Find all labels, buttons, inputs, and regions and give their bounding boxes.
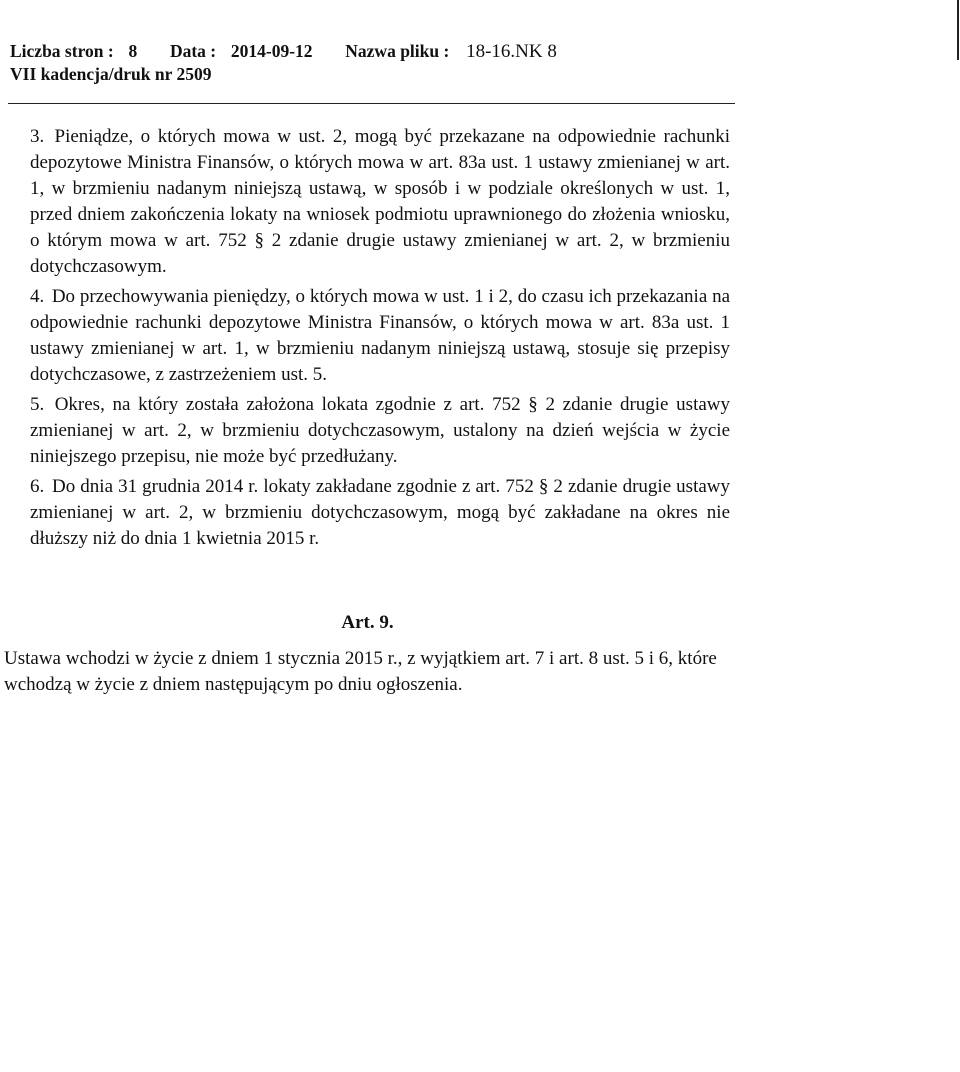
date-label: Data : [169,41,217,61]
filename-label: Nazwa pliku : [345,41,450,61]
page-edge-line [957,0,959,60]
header-row-2 [10,63,740,85]
paragraph-number: 6. [30,476,45,497]
paragraph-text: Okres, na który została założona lokata zgodnie z art. 752 § 2 zdanie drugie ustawy zmienianej w art. 2, w brzmieniu dotychczasowym, ustalony na dzień wejścia w życie niniejszego przepisu, nie może być przedłużany. [30,394,731,467]
page-count-value: 8 [128,41,138,61]
article-9-text: Ustawa wchodzi w życie z dniem 1 stycznia 2015 r., z wyjątkiem art. 7 i art. 8 ust. 5 i 6, które wchodzą w życie z dniem następującym po dniu ogłoszenia. [4,648,717,695]
header-divider [8,103,735,104]
paragraph-text: Do dnia 31 grudnia 2014 r. lokaty zakładane zgodnie z art. 752 § 2 zdanie drugie ustawy zmienianej w art. 2, w brzmieniu dotychczasowym, mogą być zakładane na okres nie dłuższy niż do dnia 1 kwietnia 2015 r. [30,476,731,549]
paragraph-text: Pieniądze, o których mowa w ust. 2, mogą być przekazane na odpowiednie rachunki depozytowe Ministra Finansów, o których mowa w art. 83a ust. 1 ustawy zmienianej w art. 1, w brzmieniu nadanym niniejszą ustawą, w sposób i w podziale określonych w ust. 1, przed dniem zakończenia lokaty na wniosek podmiotu uprawnionego do złożenia wniosku, o którym mowa w art. 752 § 2 zdanie drugie ustawy zmienianej w art. 2, w brzmieniu dotychczasowym. [30,126,730,277]
paragraph-number: 3. [30,126,45,147]
article-9-title: Art. 9. [341,612,394,633]
date-value: 2014-09-12 [230,41,313,61]
paragraph-3 [30,124,730,280]
paragraph-number: 5. [30,394,45,415]
term-print-number: VII kadencja/druk nr 2509 [10,64,212,84]
document-header [10,40,740,85]
filename-value: 18-16.NK 8 [466,41,557,62]
article-8-body [30,124,730,556]
paragraph-text: Do przechowywania pieniędzy, o których mowa w ust. 1 i 2, do czasu ich przekazania na odpowiednie rachunki depozytowe Ministra Finansów, o których mowa w art. 83a ust. 1 ustawy zmienianej w art. 1, w brzmieniu nadanym niniejszą ustawą, stosuje się przepisy dotychczasowe, z zastrzeżeniem ust. 5. [30,286,730,385]
page-count-label: Liczba stron : [10,41,114,61]
paragraph-number: 4. [30,286,45,307]
paragraph-4 [30,284,730,388]
paragraph-5 [30,392,730,470]
paragraph-6 [30,474,730,552]
header-row-1 [10,40,740,63]
